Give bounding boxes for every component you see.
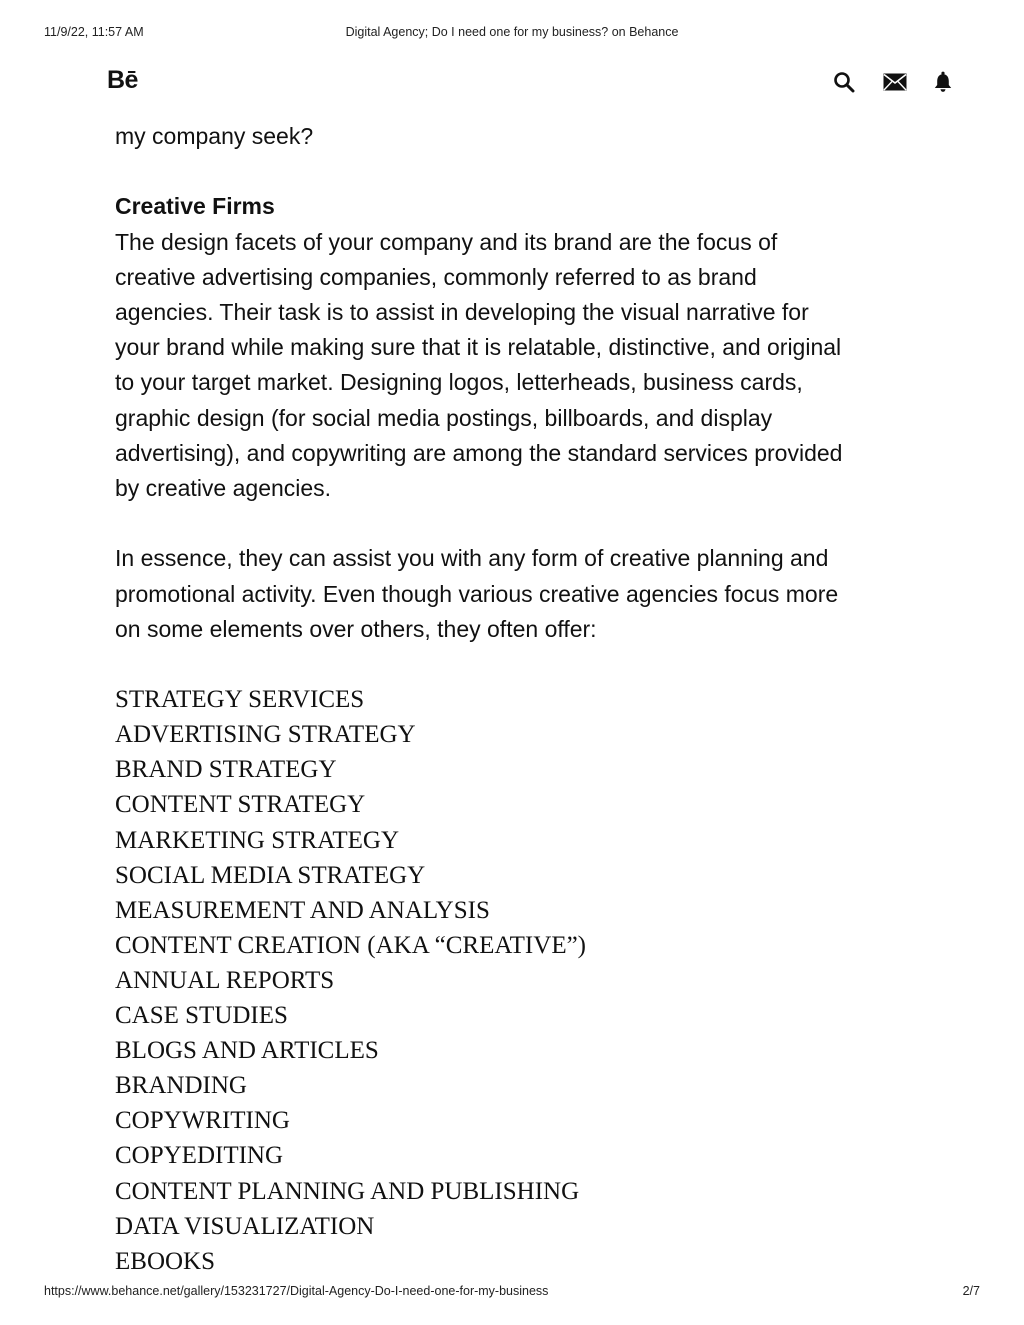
services-list	[115, 682, 935, 1279]
print-page-title: Digital Agency; Do I need one for my business? on Behance	[345, 25, 679, 39]
list-item: MARKETING STRATEGY	[115, 826, 400, 854]
page-number: 2/7	[962, 1284, 980, 1298]
print-url[interactable]: https://www.behance.net/gallery/153231727/Digital-Agency-Do-I-need-one-for-my-business	[44, 1284, 549, 1298]
behance-topbar	[0, 62, 1024, 102]
list-item: BRAND STRATEGY	[115, 756, 337, 784]
list-item: COPYEDITING	[115, 1142, 284, 1170]
intro-fragment: my company seek?	[115, 123, 314, 149]
behance-logo[interactable]: Bē	[107, 66, 138, 94]
spacer	[115, 506, 935, 541]
list-item: CONTENT PLANNING AND PUBLISHING	[115, 1177, 580, 1205]
print-footer	[0, 1284, 1024, 1300]
paragraph-creative-firms: The design facets of your company and its brand are the focus of creative advertising companies, commonly referred to as brand agencies. Their task is to assist in developing the visual narrative for your brand while making sure that it is relatable, distinctive, and original to your target market. Designing logos, letterheads, business cards, graphic design (for social media postings, billboards, and display advertising), and copywriting are among the standard services provided by creative agencies.	[115, 228, 843, 502]
list-item: ANNUAL REPORTS	[115, 966, 335, 994]
list-item: BRANDING	[115, 1072, 247, 1100]
spacer	[115, 154, 935, 189]
list-item: CASE STUDIES	[115, 1002, 288, 1030]
list-item: COPYWRITING	[115, 1107, 290, 1135]
list-item: MEASUREMENT AND ANALYSIS	[115, 896, 490, 924]
bell-icon[interactable]	[931, 70, 955, 94]
list-item: CONTENT CREATION (AKA “CREATIVE”)	[115, 931, 587, 959]
search-icon[interactable]	[832, 70, 856, 94]
paragraph-essence: In essence, they can assist you with any form of creative planning and promotional activity. Even though various creative agencies focus more on some elements over others, they often offer:	[115, 545, 839, 642]
section-heading: Creative Firms	[115, 193, 275, 220]
list-item: EBOOKS	[115, 1247, 216, 1275]
article-content	[115, 119, 935, 1279]
list-item: STRATEGY SERVICES	[115, 686, 365, 714]
spacer	[115, 647, 935, 682]
list-item: CONTENT STRATEGY	[115, 791, 366, 819]
list-item: ADVERTISING STRATEGY	[115, 721, 416, 749]
list-item: DATA VISUALIZATION	[115, 1212, 375, 1240]
list-item: SOCIAL MEDIA STRATEGY	[115, 861, 426, 889]
list-item: BLOGS AND ARTICLES	[115, 1037, 379, 1065]
print-datetime: 11/9/22, 11:57 AM	[44, 25, 144, 39]
mail-icon[interactable]	[883, 70, 907, 94]
print-header	[0, 25, 1024, 41]
print-title-wrapper	[0, 25, 1024, 39]
